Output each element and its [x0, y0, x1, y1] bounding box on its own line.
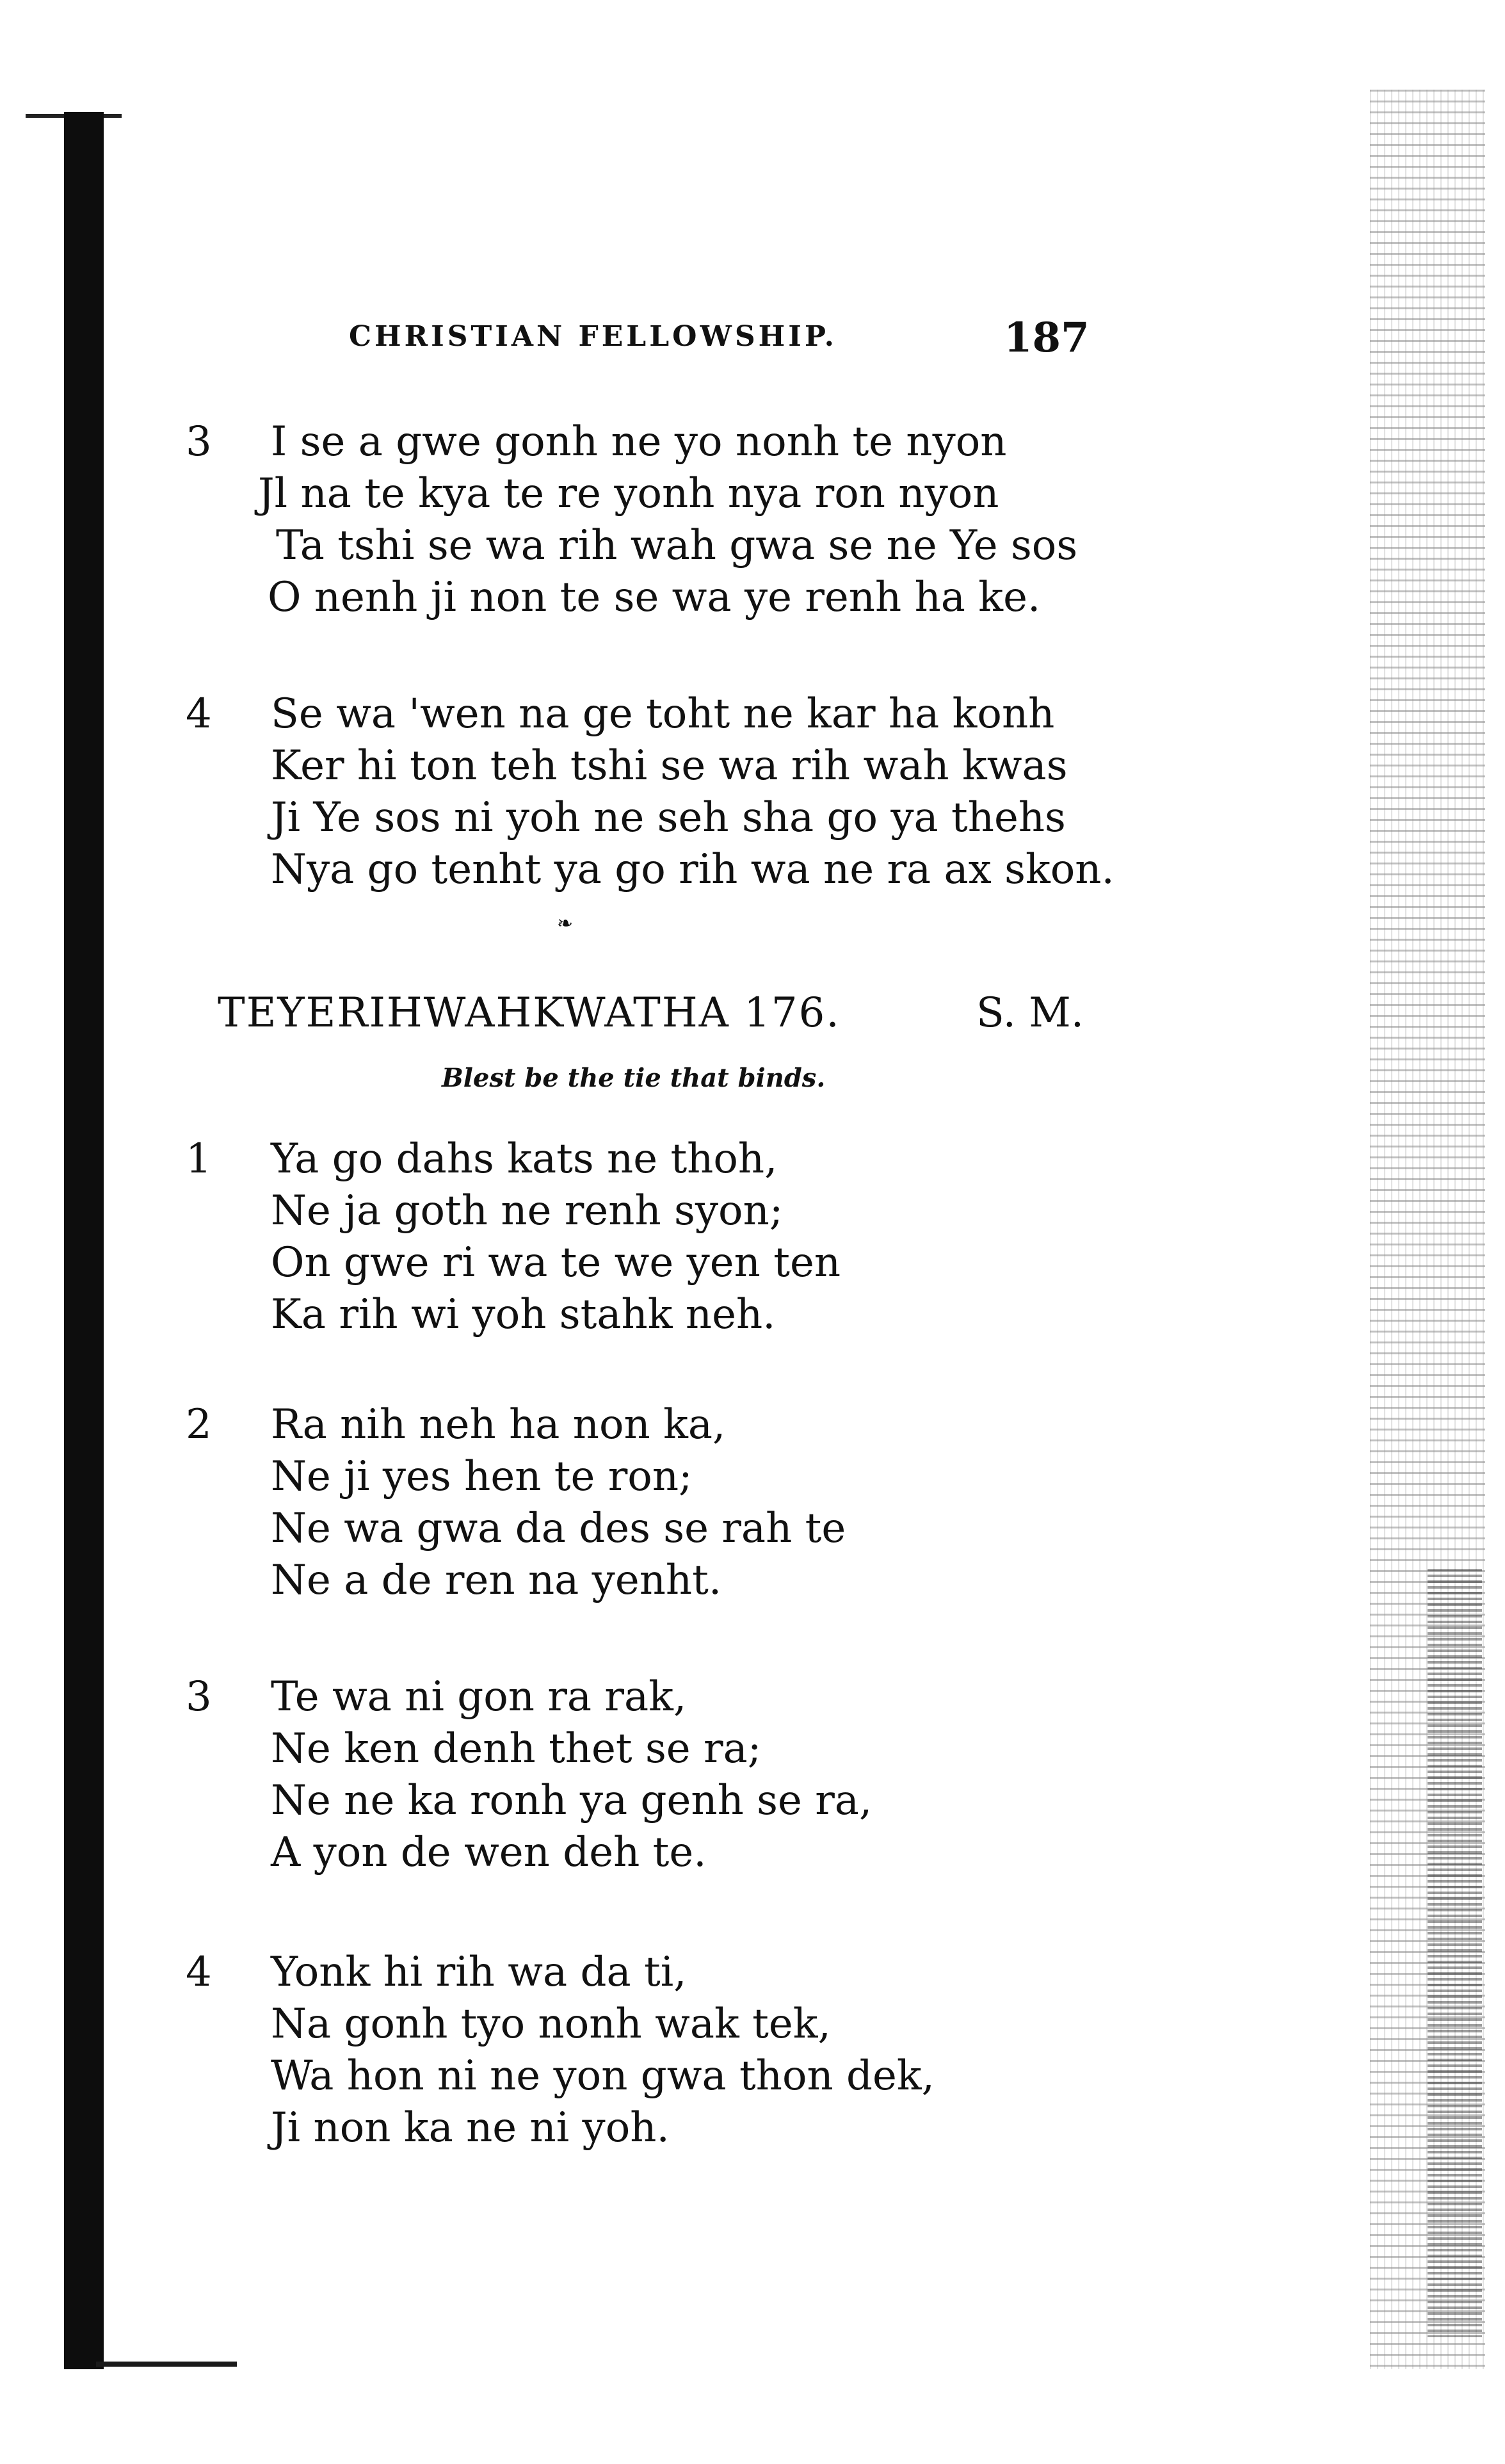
stanza-line: O nenh ji non te se wa ye renh ha ke.: [268, 574, 1041, 621]
stanza-line: On gwe ri wa te we yen ten: [271, 1239, 841, 1286]
stanza-number: 3: [186, 1673, 212, 1721]
stanza-line: Ji Ye sos ni yoh ne seh sha go ya thehs: [271, 794, 1066, 841]
stanza-line: Se wa 'wen na ge toht ne kar ha konh: [271, 690, 1055, 738]
hymn-stanza-2: [186, 1399, 846, 1607]
stanza-line: Ra nih neh ha non ka,: [271, 1401, 726, 1448]
stanza-line: I se a gwe gonh ne yo nonh te nyon: [271, 418, 1007, 466]
stanza-number: 3: [186, 418, 212, 466]
hymn-stanza-3: [186, 1671, 872, 1879]
stanza-line: Yonk hi rih wa da ti,: [271, 1949, 687, 1996]
hymn-first-line: Blest be the tie that binds.: [442, 1063, 826, 1093]
stanza-line: Ne wa gwa da des se rah te: [271, 1505, 846, 1552]
page-number: 187: [1004, 314, 1090, 362]
stanza-line: Ne ken denh thet se ra;: [271, 1725, 762, 1772]
stanza-number: 4: [186, 690, 212, 738]
stanza-line: Te wa ni gon ra rak,: [271, 1673, 687, 1721]
stanza-line: Nya go tenht ya go rih wa ne ra ax skon.: [271, 846, 1115, 893]
stanza-line: Wa hon ni ne yon gwa thon dek,: [271, 2052, 935, 2100]
hymn-stanza-4: [186, 1947, 935, 2154]
stanza-line: Jl na te kya te re yonh nya ron nyon: [258, 470, 999, 517]
page-edge-texture-dense: [1428, 1569, 1482, 2337]
hymn-meter: S. M.: [976, 989, 1084, 1037]
continuation-stanza-3: [186, 416, 1077, 624]
stanza-line: Ne ja goth ne renh syon;: [271, 1187, 784, 1235]
stanza-number: 2: [186, 1401, 212, 1448]
stanza-line: Ji non ka ne ni yoh.: [271, 2104, 670, 2152]
stanza-line: Ta tshi se wa rih wah gwa se ne Ye sos: [276, 522, 1078, 569]
running-head: CHRISTIAN FELLOWSHIP.: [349, 320, 837, 353]
stanza-line: Ka rih wi yoh stahk neh.: [271, 1291, 776, 1338]
hymn-stanza-1: [186, 1133, 841, 1341]
stanza-number: 1: [186, 1135, 212, 1183]
stanza-line: Ne ji yes hen te ron;: [271, 1453, 693, 1500]
stanza-line: A yon de wen deh te.: [271, 1829, 707, 1876]
stanza-number: 4: [186, 1949, 212, 1996]
ornament-mark: ❧: [557, 912, 574, 935]
stanza-line: Ne a de ren na yenht.: [271, 1557, 722, 1604]
continuation-stanza-4: [186, 688, 1115, 896]
binding-edge-bottom: [96, 2362, 237, 2367]
stanza-line: Na gonh tyo nonh wak tek,: [271, 2000, 831, 2048]
stanza-line: Ker hi ton teh tshi se wa rih wah kwas: [271, 742, 1068, 790]
binding-spine: [64, 112, 104, 2369]
hymn-title: TEYERIHWAHKWATHA 176.: [218, 989, 841, 1037]
stanza-line: Ne ne ka ronh ya genh se ra,: [271, 1777, 873, 1824]
stanza-line: Ya go dahs kats ne thoh,: [271, 1135, 778, 1183]
